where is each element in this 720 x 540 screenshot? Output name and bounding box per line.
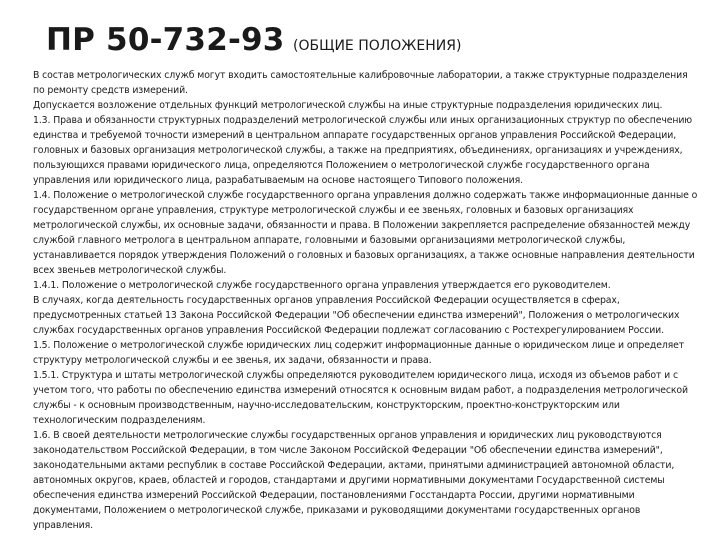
paragraph: 1.6. В своей деятельности метрологические службы государственных органов управления и юридических лиц руководствуются законодательством Российской Федерации, в том числе Законом Российской Федерации "Об обеспечении единства измерений", законодательными актами республик в составе Российской Федерации, актами, принятыми администрацией автономной области, автономных округов, краев, областей и городов, стандартами и другими нормативными документами Государственной системы обеспечения единства измерений Российской Федерации, постановлениями Госстандарта России, другими нормативными документами, Положением о метрологической службе, приказами и руководящими документами государственных органов управления. <box>33 430 675 531</box>
paragraph: 1.5.1. Структура и штаты метрологической службы определяются руководителем юридического лица, исходя из объемов работ и с учетом того, что работы по обеспечению единства измерений относятся к основным видам работ, а подразделения метрологической службы - к основным производственным, научно-исследовательским, конструкторским, проектно-конструкторским или технологическим подразделениям. <box>33 370 688 426</box>
paragraph: В состав метрологических служб могут входить самостоятельные калибровочные лаборатории, а также структурные подразделения по ремонту средств измерений. <box>33 70 688 96</box>
paragraph: 1.4. Положение о метрологической службе государственного органа управления должно содержать также информационные данные о государственном органе управления, структуре метрологической службы и ее звеньях, головных и базовых организациях метрологической службы, их основные задачи, обязанности и права. В Положении закрепляется распределение обязанностей между службой главного метролога в центральном аппарате, головными и базовыми организациями метрологической службы, устанавливается порядок утверждения Положений о головных и базовых организациях, а также основные направления деятельности всех звеньев метрологической службы. <box>33 190 698 276</box>
page-title <box>46 22 461 58</box>
document-body <box>33 68 701 533</box>
paragraph: Допускается возложение отдельных функций метрологической службы на иные структурные подразделения юридических лиц. <box>33 100 663 111</box>
paragraph: 1.4.1. Положение о метрологической службе государственного органа управления утверждается его руководителем. <box>33 280 611 291</box>
paragraph: 1.5. Положение о метрологической службе юридических лиц содержит информационные данные о юридическом лице и определяет структуру метрологической службы и ее звенья, их задачи, обязанности и права. <box>33 340 685 366</box>
section-subtitle: (ОБЩИЕ ПОЛОЖЕНИЯ) <box>293 38 462 54</box>
document-code: ПР 50-732-93 <box>46 22 285 58</box>
paragraph: 1.3. Права и обязанности структурных подразделений метрологической службы или иных организационных структур по обеспечению единства и требуемой точности измерений в центральном аппарате государственных органов управления Российской Федерации, головных и базовых организация метрологической службы, а также на предприятиях, объединениях, организациях и учреждениях, пользующихся правами юридического лица, определяются Положением о метрологической службе государственного органа управления или юридического лица, разрабатываемым на основе настоящего Типового положения. <box>33 115 693 186</box>
paragraph: В случаях, когда деятельность государственных органов управления Российской Федерации осуществляется в сферах, предусмотренных статьей 13 Закона Российской Федерации "Об обеспечении единства измерений", Положения о метрологических службах государственных органов управления Российской Федерации подлежат согласованию с Ростехрегулированием России. <box>33 295 680 336</box>
